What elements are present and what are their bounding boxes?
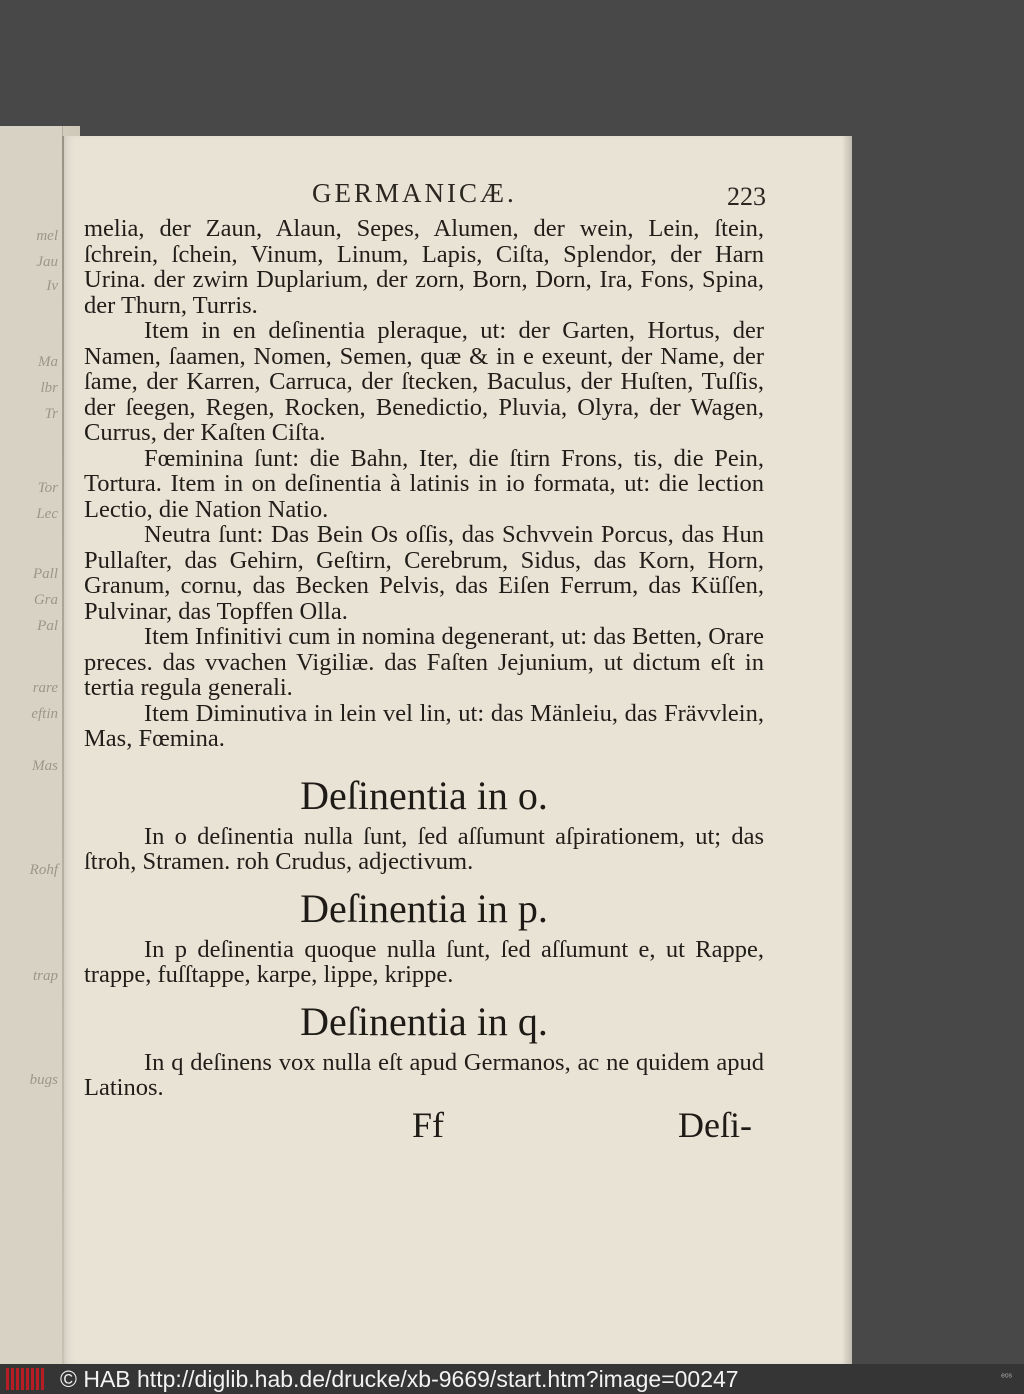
bleed-text: Gra	[33, 592, 58, 608]
section-heading: Deſinentia in o.	[300, 772, 548, 818]
bleed-text: Tor	[37, 480, 58, 496]
paragraph: Item Diminutiva in lein vel lin, ut: das Mänleiu, das Frävvlein, Mas, Fœmina.	[84, 699, 764, 752]
bleed-text: Rohf	[29, 862, 58, 878]
bleed-text: eftin	[31, 706, 58, 722]
footer-credit-link[interactable]: © HAB http://diglib.hab.de/drucke/xb-9669/start.htm?image=00247	[60, 1366, 739, 1392]
bleed-text: Jau	[36, 254, 58, 270]
paragraph: melia, der Zaun, Alaun, Sepes, Alumen, der wein, Lein, ſtein, ſchrein, ſchein, Vinum, Linum, Lapis, Ciſta, Splendor, der Harn Urina. der zwirn Duplarium, der zorn, Born, Dorn, Ira, Fons, Spina, der Thurn, Turris.	[84, 215, 764, 319]
paragraph: In q deſinens vox nulla eſt apud Germanos, ac ne quidem apud Latinos.	[84, 1048, 764, 1101]
gutter-line	[62, 136, 64, 1364]
paragraph: Item in en deſinentia pleraque, ut: der Garten, Hortus, der Namen, ſaamen, Nomen, Semen, quæ & in e exeunt, der Name, der ſame, der Karren, Carruca, der ſtecken, Baculus, der Huſten, Tuſſis, der ſeegen, Regen, Rocken, Benedictio, Pluvia, Olyra, der Wagen, Currus, der Kaſten Ciſta.	[84, 317, 764, 446]
bleed-text: lbr	[40, 380, 58, 396]
bleed-text: rare	[32, 680, 58, 696]
paragraph: Fœminina ſunt: die Bahn, Iter, die ſtirn Frons, tis, die Pein, Tortura. Item in on deſinentia à latinis in io formata, ut: die lection Lectio, die Nation Natio.	[84, 444, 764, 523]
footer-corner-mark: ᵉᵒˢ	[1001, 1372, 1012, 1383]
bleed-text: Ma	[38, 354, 58, 370]
page-number: 223	[727, 182, 766, 211]
bleed-text: mel	[36, 228, 58, 244]
bleed-text: Iv	[46, 278, 58, 294]
bleed-text: trap	[32, 968, 58, 984]
signature-mark: Ff	[412, 1105, 445, 1145]
paragraph: Neutra ſunt: Das Bein Os oſſis, das Schvvein Porcus, das Hun Pullaſter, das Gehirn, Geſtirn, Cerebrum, Sidus, das Korn, Horn, Granum, cornu, das Becken Pelvis, das Eiſen Ferrum, das Küſſen, Pulvinar, das Topffen Olla.	[84, 521, 764, 625]
hab-logo-icon	[6, 1368, 46, 1390]
paragraph: In o deſinentia nulla ſunt, ſed aſſumunt aſpirationem, ut; das ſtroh, Stramen. roh Crudus, adjectivum.	[84, 822, 764, 875]
bleed-text: Lec	[36, 506, 58, 522]
bleed-text: bugs	[29, 1072, 58, 1088]
catchword: Deſi-	[678, 1105, 752, 1145]
running-head: GERMANICÆ.	[312, 178, 517, 208]
bleed-text: Pal	[37, 618, 58, 634]
bleed-text: Mas	[32, 758, 58, 774]
section-heading: Deſinentia in p.	[300, 885, 548, 931]
bleed-text: Tr	[44, 406, 58, 422]
paragraph: Item Infinitivi cum in nomina degenerant, ut: das Betten, Orare preces. das vvachen Vigiliæ. das Faſten Jejunium, ut dictum eſt in tertia regula generali.	[84, 623, 764, 701]
book-page	[62, 136, 852, 1364]
bleed-text: Pall	[33, 566, 58, 582]
section-heading: Deſinentia in q.	[300, 998, 548, 1044]
text-block	[84, 216, 764, 1101]
left-page-edge	[0, 126, 63, 1364]
paragraph: In p deſinentia quoque nulla ſunt, ſed aſſumunt e, ut Rappe, trappe, fuſſtappe, karpe, lippe, krippe.	[84, 935, 764, 988]
footer-bar	[0, 1364, 1024, 1394]
